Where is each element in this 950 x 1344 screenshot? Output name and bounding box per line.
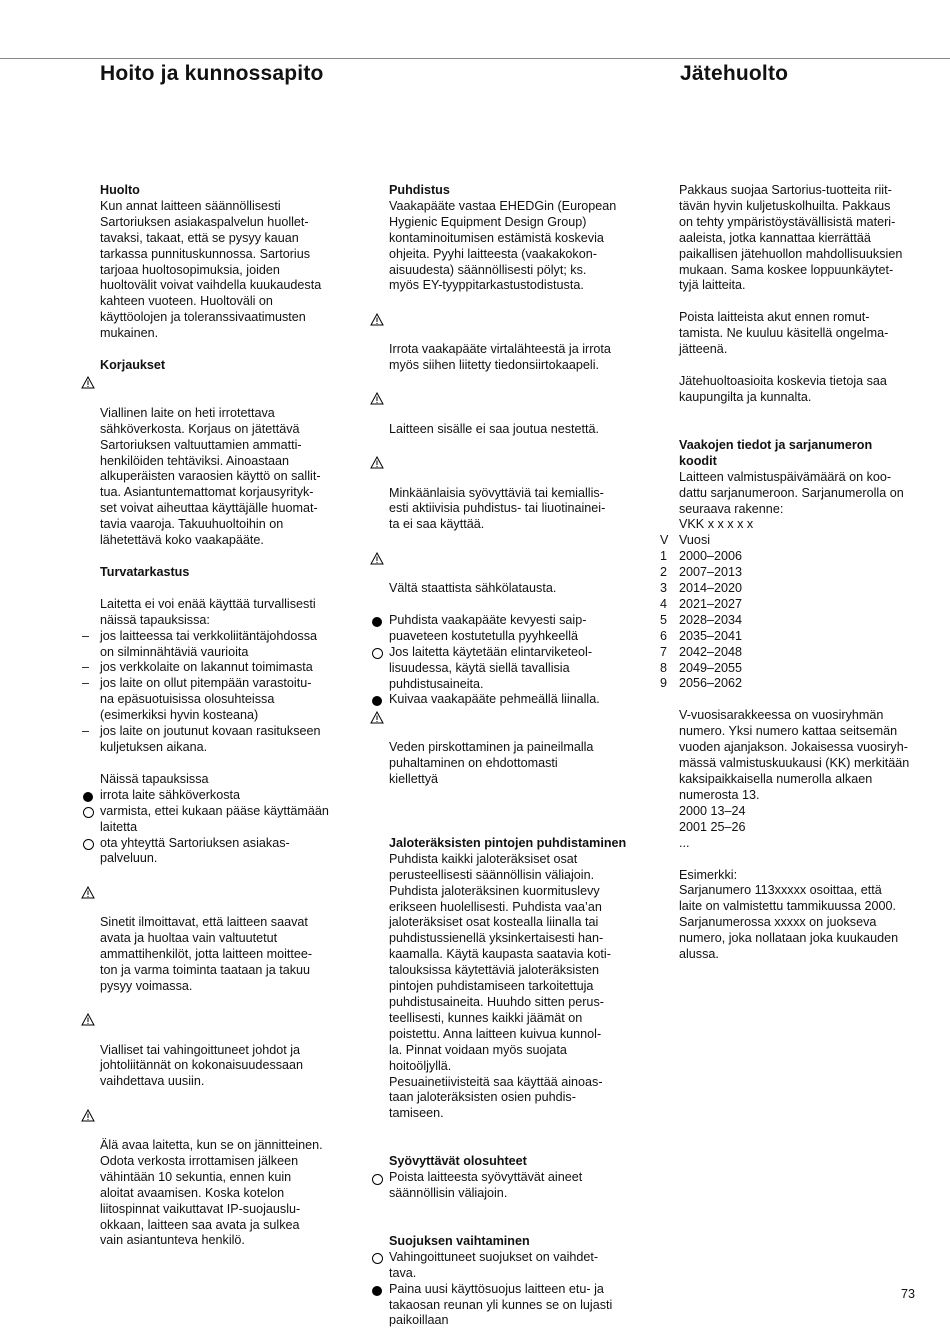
heading-korjaukset: Korjaukset [100, 358, 166, 373]
warning-text: Laitteen sisälle ei saa joutua nestettä. [389, 421, 600, 436]
warning-item [100, 1106, 350, 1249]
warning-item [389, 310, 639, 374]
year-code-value: 2042–2048 [679, 644, 743, 659]
dash-text: jos verkkolaite on lakannut toimimasta [100, 660, 313, 675]
text-poista: Poista laitteista akut ennen romut- tamista. Ne kuuluu käsitellä ongelma- jätteenä. [679, 310, 889, 357]
action-item [389, 613, 639, 645]
dash-text: jos laite on ollut pitempään varastoitu- na epäsuotuisissa olosuhteissa (esimerkiksi hyvin kosteana) [100, 676, 312, 723]
action-item [100, 836, 350, 868]
text-jaloteras: Puhdista kaikki jaloteräksiset osat perusteellisesti säännöllisin väliajoin. Puhdista jaloteräksinen kuormituslevy erikseen huolellisesti. Puhdista vaa’an jaloteräksiset osat kostealla liinalla tai puhdistussienellä yksinkertaisesti han- kaamalla. Käytä kaupasta saatavia koti- talouksissa käytettäviä jaloteräksisten pintojen puhdistamiseen tarkoitettuja puhdistusaineita. Huuhdo sitten perus- teellisesti, kunnes kaikki jäämät on poistettu. Anna laitteen kuivua kunnol- la. Pinnat voidaan myös suojata hoitoöljyllä. Pesuainetiivisteitä saa käyttää ainoas- taan jaloteräksisten osien puhdis- tamiseen. [389, 851, 611, 1121]
year-code-value: 2056–2062 [679, 676, 743, 691]
warning-text: Älä avaa laitetta, kun se on jännitteinen. Odota verkosta irrottamisen jälkeen vähintään 10 sekuntia, ennen kuin aloitat avaamisen. Koska kotelon liitospinnat vaikuttavat IP-suojauslu- okkaan, laitteen saa avata ja sulkea vain asiantunteva henkilö. [100, 1138, 323, 1248]
year-code-row [660, 596, 929, 613]
warning-text: Sinetit ilmoittavat, että laitteen saavat avata ja huoltaa vain valtuutetut ammattihenkilöt, jotta laitteen moittee- ton ja varma toiminta taataan ja takuu pysyy voimassa. [100, 915, 313, 993]
dash-icon: – [82, 628, 90, 643]
year-code-row [660, 660, 929, 677]
text-vaakojen: Laitteen valmistuspäivämäärä on koo- dattu sarjanumeroon. Sarjanumerolla on seuraava rakenne: [679, 469, 904, 516]
year-code-key: 4 [660, 596, 668, 611]
dash-text: jos laite on joutunut kovaan rasitukseen kuljetuksen aikana. [100, 724, 321, 754]
dash-item [82, 660, 350, 676]
year-code-key: 8 [660, 660, 668, 675]
year-code-row [660, 565, 929, 581]
year-code-value: Vuosi [679, 533, 711, 548]
top-rule [0, 58, 950, 59]
filled-bullet-icon [81, 790, 95, 804]
warning-text: Veden pirskottaminen ja paineilmalla puhaltaminen on ehdottomasti kiellettyä [389, 740, 594, 786]
year-code-key: V [660, 533, 669, 548]
year-code-value: 2035–2041 [679, 628, 743, 643]
warning-triangle-icon [370, 392, 384, 406]
warning-triangle-icon [370, 312, 384, 326]
section-title-care: Hoito ja kunnossapito [100, 62, 324, 85]
year-code-row [660, 533, 929, 549]
warning-item [389, 708, 639, 788]
open-bullet-icon [81, 838, 95, 852]
action-item [389, 692, 639, 708]
warning-text: Minkäänlaisia syövyttäviä tai kemiallis- esti aktiivisia puhdistus- tai liuotinainei- ta ei saa käyttää. [389, 485, 606, 532]
action-text: Kuivaa vaakapääte pehmeällä liinalla. [389, 692, 600, 707]
heading-syovyttavat: Syövyttävät olosuhteet [389, 1154, 527, 1169]
action-item [100, 804, 350, 836]
heading-turvatarkastus: Turvatarkastus [100, 564, 190, 579]
year-code-row [660, 628, 929, 645]
dash-icon: – [82, 660, 90, 675]
warning-triangle-icon [81, 1108, 95, 1122]
action-text: ota yhteyttä Sartoriuksen asiakas- palveluun. [100, 835, 290, 866]
year-code-key: 7 [660, 644, 668, 659]
year-code-value: 2021–2027 [679, 596, 743, 611]
serial-format: VKK x x x x x [679, 517, 754, 532]
year-code-table [660, 533, 929, 692]
filled-bullet-icon [370, 615, 384, 629]
year-code-value: 2028–2034 [679, 612, 743, 627]
text-jatehuolto: Jätehuoltoasioita koskevia tietoja saa kaupungilta ja kunnalta. [679, 374, 887, 404]
warning-item [100, 374, 350, 549]
dash-item [82, 724, 350, 756]
action-item [100, 788, 350, 804]
open-bullet-icon [81, 806, 95, 820]
column-maintenance [82, 183, 350, 1249]
year-code-row [660, 581, 929, 597]
warning-text: Vialliset tai vahingoittuneet johdot ja johtoliitännät on kokonaisuudessaan vaihdettava uusiin. [100, 1042, 304, 1089]
text-pakkaus: Pakkaus suojaa Sartorius-tuotteita riit- tävän hyvin kuljetuskolhuilta. Pakkaus on tehty ympäristöystävällisistä materi- aaleista, jotka kannattaa kierrättää paikallisen jätehuollon mahdollisuuksien mukaan. Sama koskee loppuunkäytet- tyjä laitteita. [679, 183, 903, 293]
dash-icon: – [82, 676, 90, 691]
action-item [389, 1282, 639, 1330]
heading-vaakojen-tiedot: Vaakojen tiedot ja sarjanumeron koodit [679, 437, 873, 468]
text-korjaukset: Viallinen laite on heti irrotettava sähköverkosta. Korjaus on jätettävä Sartoriuksen valtuuttamien ammatti- henkilöiden tehtäviksi. Ainoastaan alkuperäisten varaosien käyttö on sallit- tua. Asiantuntemattomat korjausyrityk- set voivat aiheuttaa käyttäjälle huomat- tavia vaaroja. Takuuhuoltoihin on lähetettävä koko vaakapääte. [100, 405, 321, 548]
dash-item [82, 628, 350, 661]
example-label: Esimerkki: [679, 867, 738, 882]
text-huolto: Kun annat laitteen säännöllisesti Sartoriuksen asiakaspalvelun huollet- tavaksi, takaat, että se pysyy kauan tarkassa punnituskunnossa. Sartorius tarjoaa huoltosopimuksia, joiden huoltovälit voivat vaihdella kuukaudesta kahteen vuoteen. Huoltoväli on käyttöolojen ja toleranssivaatimusten mukainen. [100, 198, 322, 341]
year-code-key: 1 [660, 549, 668, 564]
open-bullet-icon [370, 1172, 384, 1186]
year-code-value: 2049–2055 [679, 660, 743, 675]
heading-suojus: Suojuksen vaihtaminen [389, 1233, 530, 1248]
action-item [389, 645, 639, 693]
heading-puhdistus: Puhdistus [389, 183, 450, 197]
warning-triangle-icon [370, 456, 384, 470]
year-code-key: 2 [660, 565, 668, 580]
action-text: Paina uusi käyttösuojus laitteen etu- ja takaosan reunan yli kunnes se on lujasti paikoillaan [389, 1281, 613, 1328]
action-text: Puhdista vaakapääte kevyesti saip- puaveteen kostutetulla pyyhkeellä [389, 612, 587, 643]
year-code-value: 2007–2013 [679, 565, 743, 580]
action-text: Poista laitteesta syövyttävät aineet säännöllisin väliajoin. [389, 1170, 583, 1201]
text-puhdistus: Vaakapääte vastaa EHEDGin (European Hygienic Equipment Design Group) kontaminoitumisen estämistä koskevia ohjeita. Pyyhi laitteesta (vaakakokon- aisuudesta) säännöllisesti pölyt; ks. myös EY-tyyppitarkastustodistusta. [389, 198, 617, 293]
dash-text: jos laitteessa tai verkkoliitäntäjohdossa on silminnähtäviä vaurioita [100, 628, 318, 659]
heading-jaloteras: Jaloteräksisten pintojen puhdistaminen [389, 835, 627, 850]
year-code-row [660, 676, 929, 692]
warning-triangle-icon [81, 1013, 95, 1027]
warning-item [389, 454, 639, 534]
year-code-row [660, 549, 929, 565]
year-code-value: 2014–2020 [679, 581, 743, 596]
filled-bullet-icon [370, 1284, 384, 1298]
year-code-row [660, 612, 929, 629]
year-code-value: 2000–2006 [679, 549, 743, 564]
column-disposal [660, 183, 929, 963]
action-item [389, 1250, 639, 1282]
warning-triangle-icon [81, 376, 95, 390]
text-naissa: Näissä tapauksissa [100, 771, 209, 786]
warning-text: Vältä staattista sähkölatausta. [389, 581, 557, 596]
heading-huolto: Huolto [100, 183, 140, 197]
page-number: 73 [900, 1287, 915, 1301]
action-text: irrota laite sähköverkosta [100, 787, 240, 802]
warning-triangle-icon [370, 710, 384, 724]
warning-triangle-icon [81, 885, 95, 899]
open-bullet-icon [370, 1252, 384, 1266]
filled-bullet-icon [370, 694, 384, 708]
action-text: Jos laitetta käytetään elintarviketeol- lisuudessa, käytä siellä tavallisia puhdistusaineita. [389, 644, 593, 691]
year-code-row [660, 644, 929, 661]
text-example: Sarjanumero 113xxxxx osoittaa, että laite on valmistettu tammikuussa 2000. Sarjanumerossa xxxxx on juokseva numero, joka nollataan joka kuukauden alussa. [679, 883, 899, 962]
dash-icon: – [82, 724, 90, 739]
open-bullet-icon [370, 647, 384, 661]
section-title-disposal: Jätehuolto [680, 62, 789, 85]
warning-item [100, 1011, 350, 1091]
warning-triangle-icon [370, 551, 384, 565]
action-item [389, 1170, 639, 1202]
action-text: varmista, ettei kukaan pääse käyttämään laitetta [100, 803, 329, 834]
year-code-key: 5 [660, 612, 668, 627]
text-vuosi: V-vuosisarakkeessa on vuosiryhmän numero. Yksi numero kattaa seitsemän vuoden ajanjakson. Jokaisessa vuosiryh- mässä valmistuskuukausi (KK) merkitään kaksipaikkaisella numerolla alkaen numerosta 13. 2000 13–24 2001 25–26 ... [679, 708, 910, 850]
text-turva-intro: Laitetta ei voi enää käyttää turvallisesti näissä tapauksissa: [100, 596, 316, 627]
dash-item [82, 676, 350, 724]
column-cleaning [389, 183, 639, 1329]
warning-item [389, 549, 639, 597]
year-code-key: 9 [660, 676, 668, 691]
warning-text: Irrota vaakapääte virtalähteestä ja irrota myös siihen liitetty tiedonsiirtokaapeli. [389, 342, 611, 373]
action-text: Vahingoittuneet suojukset on vaihdet- tava. [389, 1249, 599, 1280]
year-code-key: 3 [660, 581, 668, 596]
warning-item [389, 390, 639, 438]
warning-item [100, 883, 350, 994]
year-code-key: 6 [660, 628, 668, 643]
